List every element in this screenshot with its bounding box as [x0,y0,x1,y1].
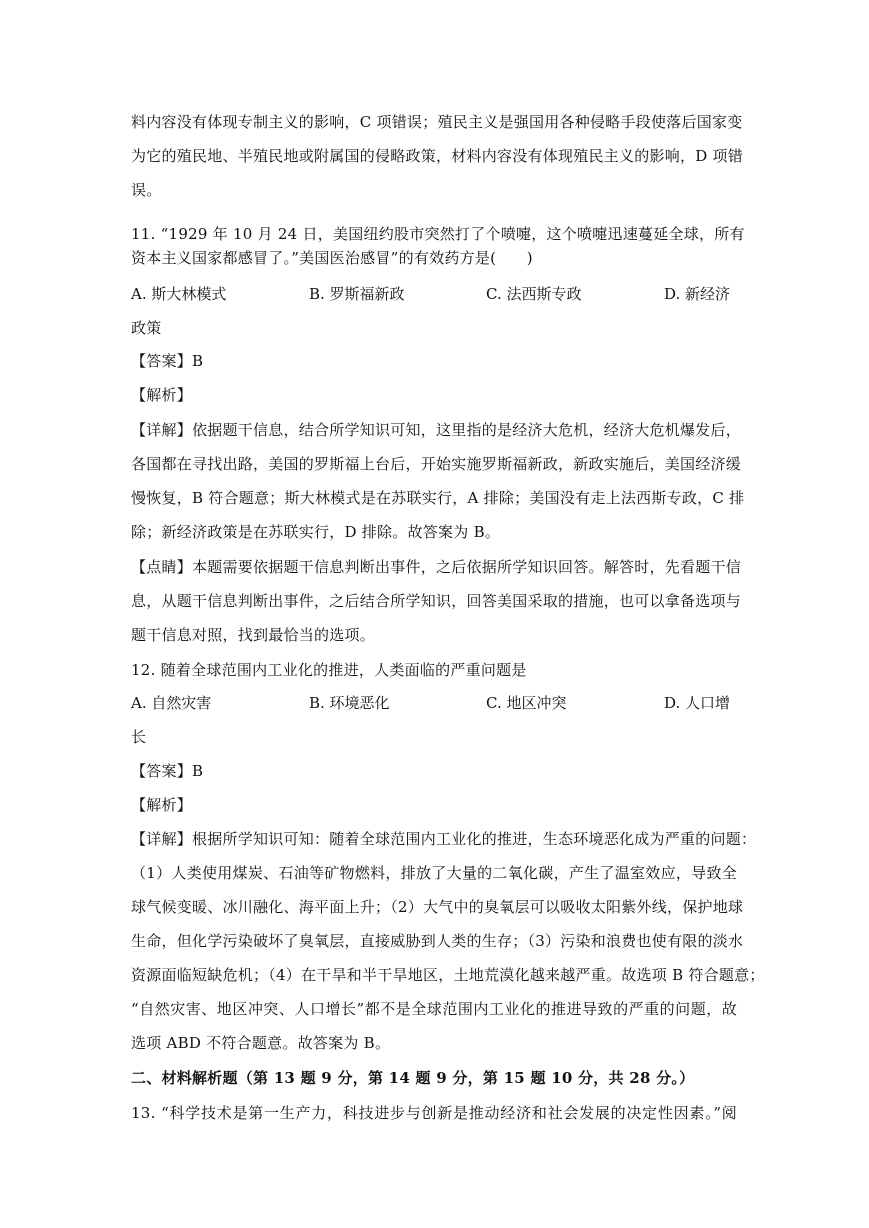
analysis-label: 【解析】 [131,796,193,814]
question-11-stem: 11. “1929 年 10 月 24 日，美国纽约股市突然打了个喷嚏，这个喷嚏迅速蔓延全球，所有 [131,225,745,243]
tip-line: 【点睛】本题需要依据题干信息判断出事件，之后依据所学知识回答。解答时，先看题干信 [131,558,742,576]
paragraph-line: 料内容没有体现专制主义的影响，C 项错误；殖民主义是强国用各种侵略手段使落后国家变 [131,113,743,131]
question-11-stem: 资本主义国家都感冒了。”美国医治感冒”的有效药方是( ) [131,249,533,267]
option-d: D. 新经济 [664,285,731,303]
answer-label: 【答案】B [131,762,204,780]
option-c: C. 地区冲突 [486,694,567,712]
option-b: B. 罗斯福新政 [309,285,405,303]
question-11-options [131,284,737,304]
question-13-stem: 13. “科学技术是第一生产力，科技进步与创新是推动经济和社会发展的决定性因素。”阅 [131,1104,737,1122]
detail-line: （1）人类使用煤炭、石油等矿物燃料，排放了大量的二氧化碳，产生了温室效应，导致全 [131,864,737,882]
tip-line: 息，从题干信息判断出事件，之后结合所学知识，回答美国采取的措施，也可以拿备选项与 [131,592,742,610]
detail-line: 【详解】根据所学知识可知：随着全球范围内工业化的推进，生态环境恶化成为严重的问题： [131,830,757,848]
detail-line: 生命，但化学污染破坏了臭氧层，直接威胁到人类的生存；（3）污染和浪费也使有限的淡水 [131,932,744,950]
option-a: A. 自然灾害 [131,694,212,712]
paragraph-line: 为它的殖民地、半殖民地或附属国的侵略政策，材料内容没有体现殖民主义的影响，D 项错 [131,147,744,165]
detail-line: 资源面临短缺危机；（4）在干旱和半干旱地区，土地荒漠化越来越严重。故选项 B 符合题意； [131,966,765,984]
analysis-label: 【解析】 [131,386,193,404]
detail-line: 选项 ABD 不符合题意。故答案为 B。 [131,1034,391,1052]
question-12-options [131,693,737,713]
detail-line: 【详解】依据题干信息，结合所学知识可知，这里指的是经济大危机，经济大危机爆发后， [131,421,742,439]
detail-line: 球气候变暖、冰川融化、海平面上升；（2）大气中的臭氧层可以吸收太阳紫外线，保护地球 [131,898,744,916]
detail-line: 慢恢复，B 符合题意；斯大林模式是在苏联实行，A 排除；美国没有走上法西斯专政，C 排 [131,489,745,507]
option-d: D. 人口增 [664,694,731,712]
detail-line: 除；新经济政策是在苏联实行，D 排除。故答案为 B。 [131,523,501,541]
detail-line: “自然灾害、地区冲突、人口增长”都不是全球范围内工业化的推进导致的严重的问题，故 [131,1000,737,1018]
option-b: B. 环境恶化 [309,694,390,712]
tip-line: 题干信息对照，找到最恰当的选项。 [131,626,376,644]
option-d-wrap: 长 [131,728,147,746]
section-heading: 二、材料解析题（第 13 题 9 分，第 14 题 9 分，第 15 题 10 分，共 28 分。） [131,1069,695,1087]
option-c: C. 法西斯专政 [486,285,582,303]
question-12-stem: 12. 随着全球范围内工业化的推进，人类面临的严重问题是 [131,661,527,679]
option-a: A. 斯大林模式 [131,285,227,303]
option-d-wrap: 政策 [131,319,162,337]
detail-line: 各国都在寻找出路，美国的罗斯福上台后，开始实施罗斯福新政，新政实施后，美国经济缓 [131,455,742,473]
answer-label: 【答案】B [131,352,204,370]
paragraph-line: 误。 [131,181,162,199]
